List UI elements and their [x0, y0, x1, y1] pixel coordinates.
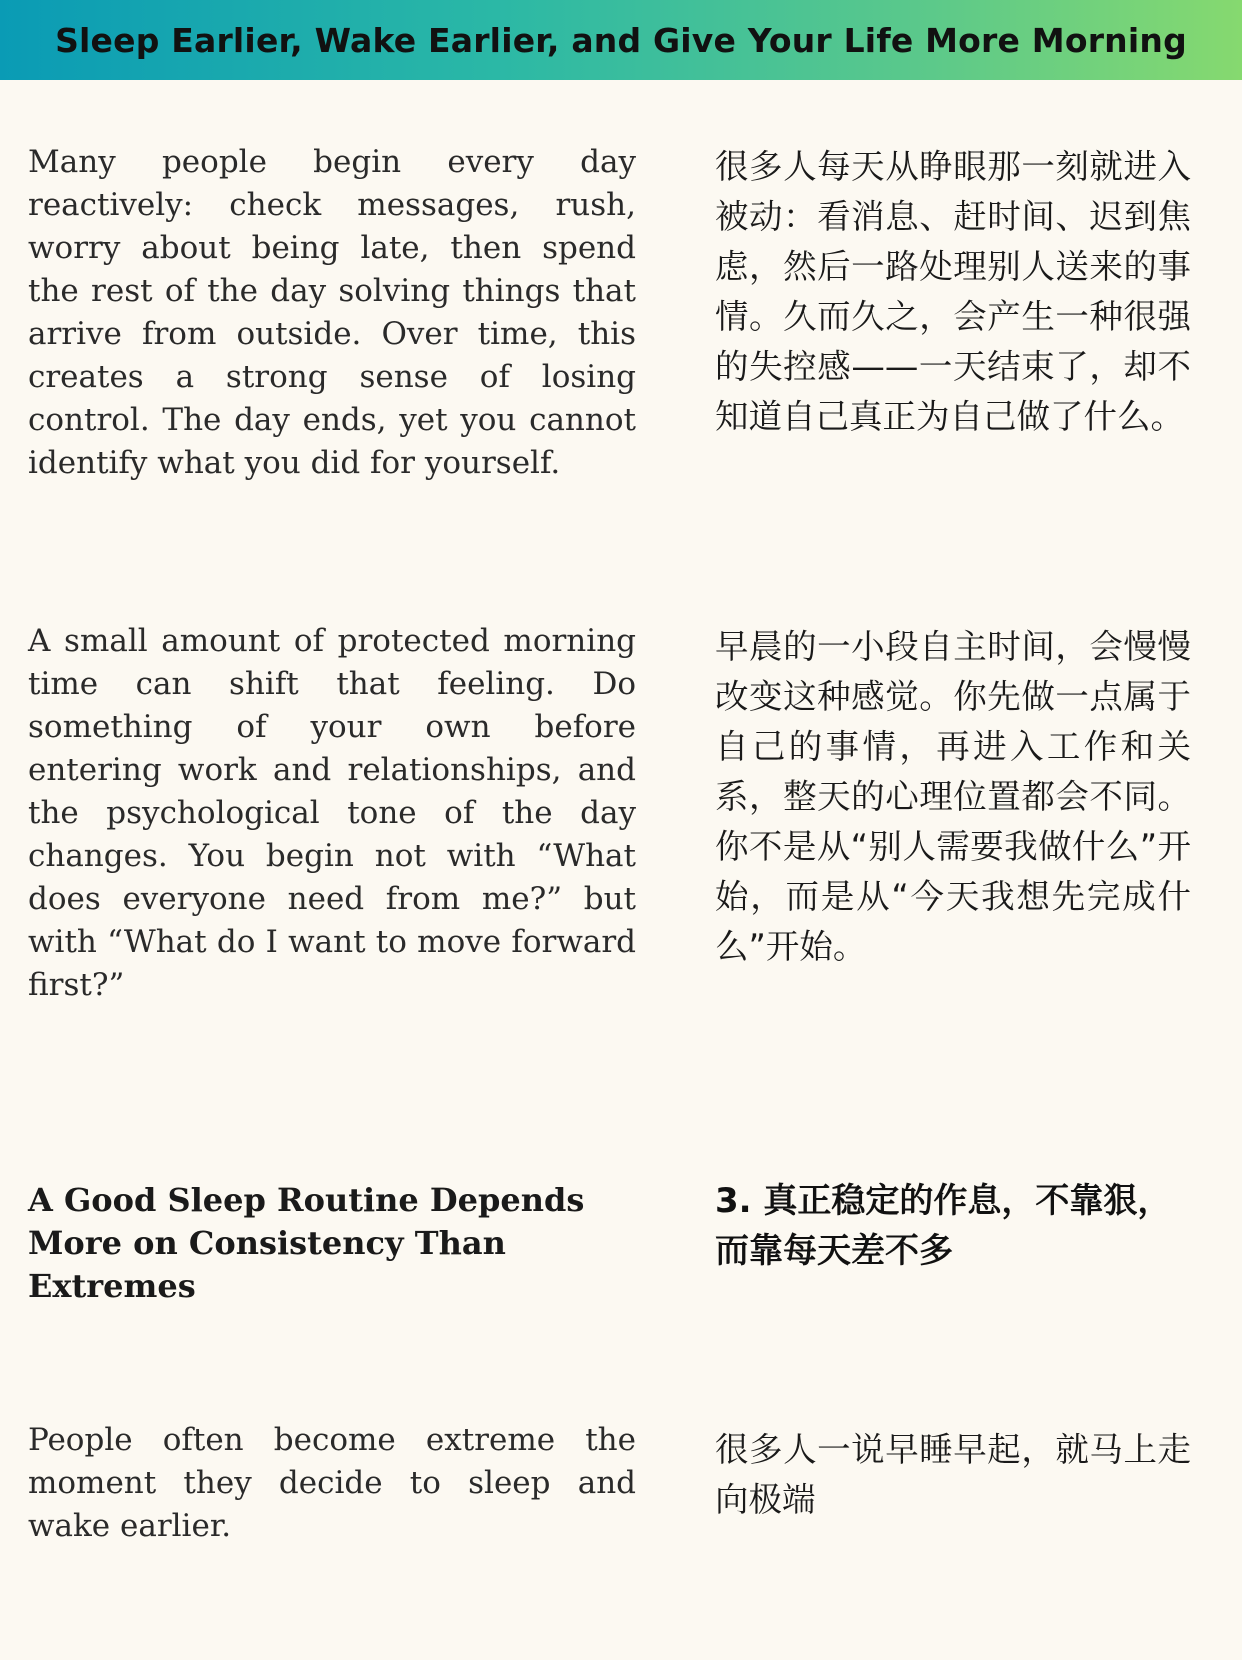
- paragraph-zh-3: 很多人一说早睡早起，就马上走向极端: [715, 1430, 1191, 1519]
- paragraph-en-2: A small amount of protected morning time can shift that feeling. Do something of your own before entering work and relationships, and the psychological tone of the day changes. You begin not with “What does everyone need from me?” but with “What do I want to move forward first?”: [28, 623, 636, 1003]
- section-heading-en: A Good Sleep Routine Depends More on Consistency Than Extremes: [28, 1181, 585, 1305]
- page-title: Sleep Earlier, Wake Earlier, and Give Your Life More Morning: [55, 20, 1187, 60]
- paragraph-zh-1: 很多人每天从睁眼那一刻就进入被动：看消息、赶时间、迟到焦虑，然后一路处理别人送来的事情。久而久之，会产生一种很强的失控感——一天结束了，却不知道自己真正为自己做了什么。: [715, 147, 1191, 436]
- section-heading-zh: 3. 真正稳定的作息，不靠狠，而靠每天差不多: [715, 1181, 1172, 1271]
- paragraph-zh-2: 早晨的一小段自主时间，会慢慢改变这种感觉。你先做一点属于自己的事情，再进入工作和关系，整天的心理位置都会不同。你不是从“别人需要我做什么”开始，而是从“今天我想先完成什么”开始。: [715, 627, 1191, 966]
- paragraph-en-3: People often become extreme the moment they decide to sleep and wake earlier.: [28, 1422, 636, 1544]
- paragraph-en-1: Many people begin every day reactively: check messages, rush, worry about being late, then spend the rest of the day solving things that arrive from outside. Over time, this creates a strong sense of losing control. The day ends, yet you cannot identify what you did for yourself.: [28, 144, 636, 481]
- title-banner: [0, 0, 1242, 80]
